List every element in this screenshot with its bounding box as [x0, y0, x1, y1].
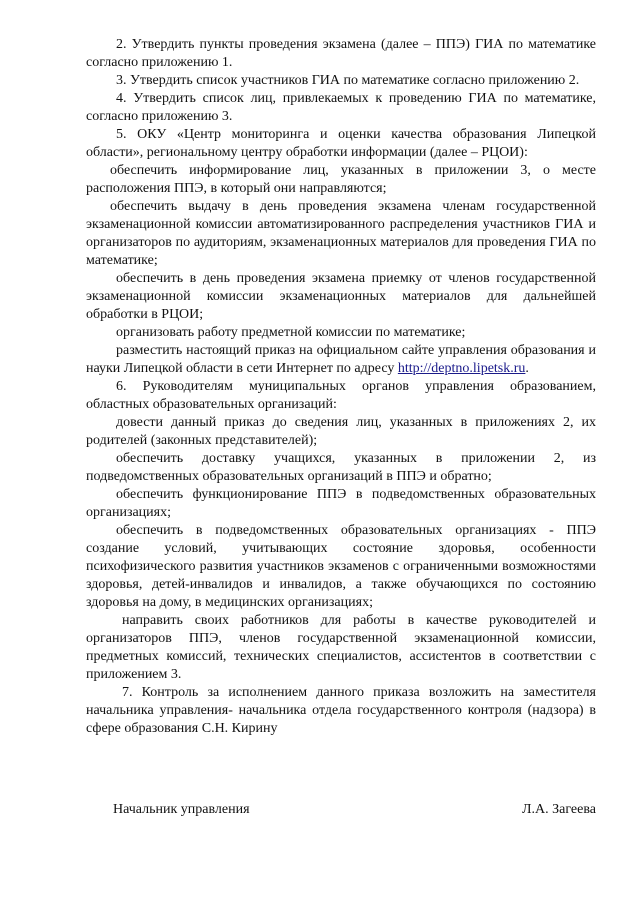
paragraph-receive-materials: обеспечить в день проведения экзамена приемку от членов государственной экзаменационной комиссии экзаменационных материалов для дальнейшей обработки в РЦОИ; — [86, 271, 596, 322]
paragraph-subject-commission: организовать работу предметной комиссии по математике; — [116, 325, 466, 340]
website-link[interactable]: http://deptno.lipetsk.ru — [397, 361, 526, 376]
order-body — [86, 36, 596, 738]
paragraph-item-5: 5. ОКУ «Центр мониторинга и оценки качества образования Липецкой области», региональному центру обработки информации (далее – РЦОИ): — [86, 127, 596, 160]
paragraph-delivery: обеспечить доставку учащихся, указанных в приложении 2, из подведомственных образовательных организаций в ППЭ и обратно; — [86, 451, 596, 484]
paragraph-functioning: обеспечить функционирование ППЭ в подведомственных образовательных организациях; — [86, 487, 596, 520]
paragraph-issue-materials: обеспечить выдачу в день проведения экзамена членам государственной экзаменационной комиссии автоматизированного распределения участников ГИА и организаторов по аудиториям, экзаменационных материалов для проведения ГИА по математике; — [86, 199, 596, 268]
paragraph-inform: обеспечить информирование лиц, указанных в приложении 3, о месте расположения ППЭ, в который они направляются; — [86, 163, 596, 196]
paragraph-item-6: 6. Руководителям муниципальных органов управления образованием, областных образовательных организаций: — [86, 379, 596, 412]
paragraph-item-2: 2. Утвердить пункты проведения экзамена (далее – ППЭ) ГИА по математике согласно приложению 1. — [86, 37, 596, 70]
paragraph-item-3: 3. Утвердить список участников ГИА по математике согласно приложению 2. — [116, 73, 580, 88]
paragraph-item-7: 7. Контроль за исполнением данного приказа возложить на заместителя начальника управления- начальника отдела государственного контроля (надзора) в сфере образования С.Н. Кирину — [86, 685, 596, 736]
signature-name: Л.А. Загеева — [522, 802, 596, 817]
paragraph-conditions: обеспечить в подведомственных образовательных организациях - ППЭ создание условий, учитывающих состояние здоровья, особенности психофизического развития участников экзаменов с ограниченными возможностями здоровья, детей-инвалидов и инвалидов, а также обучающихся по состоянию здоровья на дому, в медицинских организациях; — [86, 523, 596, 610]
paragraph-publish — [86, 342, 596, 378]
paragraph-inform-parents: довести данный приказ до сведения лиц, указанных в приложениях 2, их родителей (законных представителей); — [86, 415, 596, 448]
publish-tail: . — [525, 361, 529, 376]
paragraph-staff: направить своих работников для работы в качестве руководителей и организаторов ППЭ, членов государственной экзаменационной комиссии, предметных комиссий, технических специалистов, ассистентов в соответствии с приложением 3. — [86, 613, 596, 682]
signature-position: Начальник управления — [113, 802, 250, 817]
paragraph-item-4: 4. Утвердить список лиц, привлекаемых к проведению ГИА по математике, согласно приложению 3. — [86, 91, 596, 124]
publish-text: разместить настоящий приказ на официальном сайте управления образования и науки Липецкой области в сети Интернет по адресу — [86, 343, 596, 376]
